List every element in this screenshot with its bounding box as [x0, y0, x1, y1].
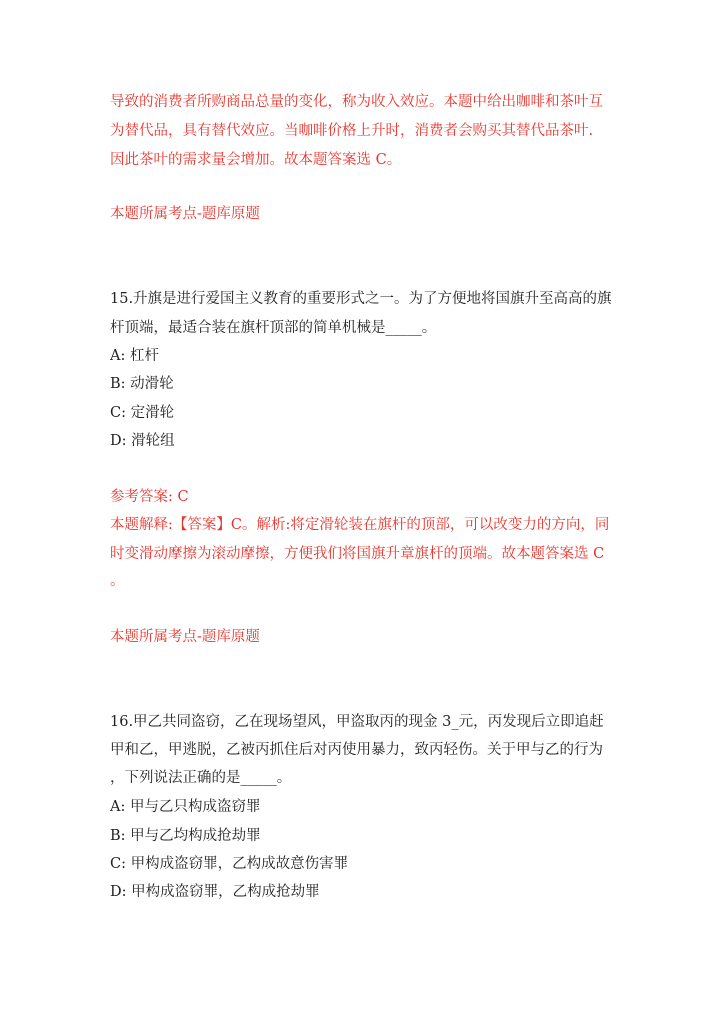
question-stem-line: ，下列说法正确的是_____。: [110, 770, 292, 786]
explanation-line: 。: [110, 573, 125, 589]
question-stem-line: 甲和乙，甲逃脱，乙被丙抓住后对丙使用暴力，致丙轻伤。关于甲与乙的行为: [110, 742, 603, 758]
option-a: A: 杠杆: [110, 348, 159, 364]
source-label: 本题所属考点-题库原题: [110, 629, 260, 645]
option-d: D: 甲构成盗窃罪，乙构成抢劫罪: [110, 884, 320, 900]
explanation-line: 本题解释:【答案】C。解析:将定滑轮装在旗杆的顶部，可以改变力的方向，同: [110, 517, 610, 533]
prev-explanation-line: 为替代品，具有替代效应。当咖啡价格上升时，消费者会购买其替代品茶叶.: [110, 123, 594, 139]
option-b: B: 甲与乙均构成抢劫罪: [110, 828, 261, 844]
option-b: B: 动滑轮: [110, 376, 174, 392]
option-a: A: 甲与乙只构成盗窃罪: [110, 799, 261, 815]
question-stem-line: 杆顶端，最适合装在旗杆顶部的简单机械是_____。: [110, 320, 437, 336]
source-label: 本题所属考点-题库原题: [110, 206, 260, 222]
question-stem-line: 16.甲乙共同盗窃，乙在现场望风，甲盗取丙的现金 3_元，丙发现后立即追赶: [110, 714, 604, 730]
option-d: D: 滑轮组: [110, 433, 175, 449]
prev-explanation-line: 导致的消费者所购商品总量的变化，称为收入效应。本题中给出咖啡和茶叶互: [110, 94, 603, 110]
prev-explanation-line: 因此茶叶的需求量会增加。故本题答案选 C。: [110, 152, 402, 168]
question-stem-line: 15.升旗是进行爱国主义教育的重要形式之一。为了方便地将国旗升至高高的旗: [110, 291, 612, 307]
option-c: C: 甲构成盗窃罪，乙构成故意伤害罪: [110, 856, 349, 872]
explanation-line: 时变滑动摩擦为滚动摩擦，方便我们将国旗升章旗杆的顶端。故本题答案选 C: [110, 546, 605, 562]
option-c: C: 定滑轮: [110, 405, 175, 421]
reference-answer: 参考答案: C: [110, 489, 189, 505]
